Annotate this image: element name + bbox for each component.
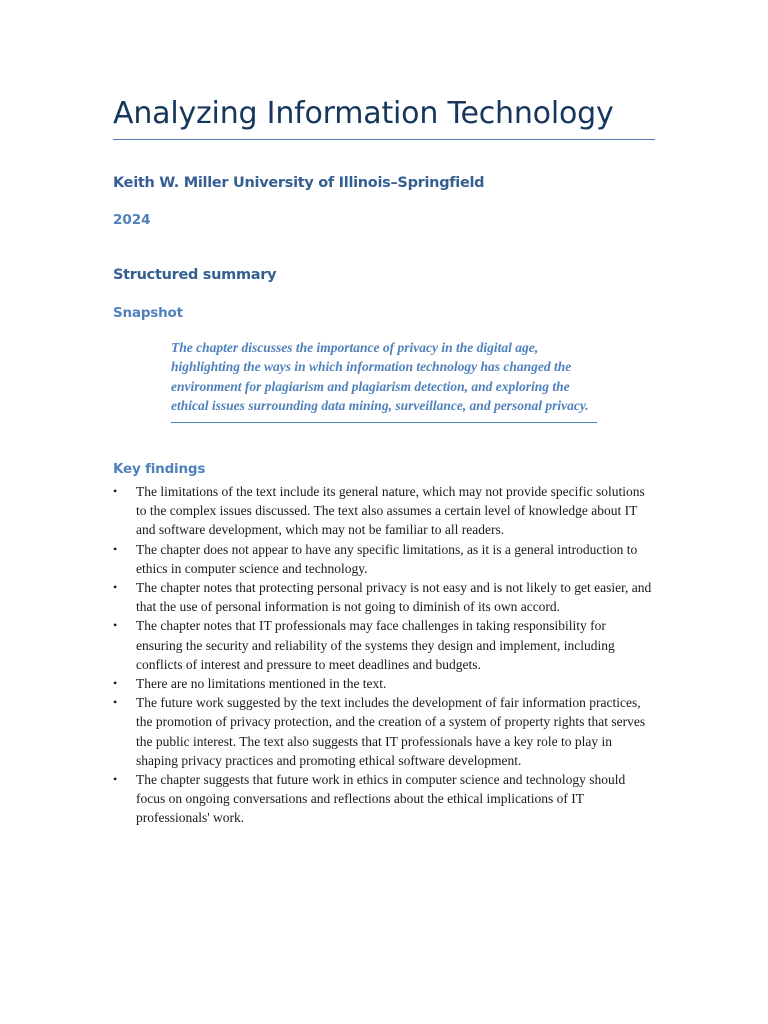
key-finding-text: The limitations of the text include its general nature, which may not provide specific solutions to the complex issues discussed. The text also assumes a certain level of knowledge about IT and software development, which may not be familiar to all readers. [136, 484, 645, 538]
key-findings-list [113, 482, 655, 828]
bullet-icon: • [113, 772, 118, 787]
bullet-icon: • [113, 484, 118, 498]
key-finding-text: There are no limitations mentioned in the text. [136, 676, 387, 692]
key-finding-item [113, 770, 655, 828]
bullet-icon: • [113, 541, 118, 556]
key-finding-text: The chapter notes that protecting personal privacy is not easy and is not likely to get easier, and that the use of personal information is not going to diminish of its own accord. [136, 580, 652, 615]
bullet-icon: • [113, 676, 118, 691]
title-divider [113, 139, 655, 140]
bullet-icon: • [113, 618, 118, 633]
author-line: Keith W. Miller University of Illinois–Springfield [113, 175, 485, 191]
key-finding-text: The chapter suggests that future work in ethics in computer science and technology should focus on ongoing conversations and reflections about the ethical implications of IT professionals' work. [136, 772, 626, 826]
key-finding-item [113, 540, 655, 578]
key-finding-item [113, 674, 655, 693]
key-finding-item [113, 482, 655, 540]
key-finding-text: The chapter does not appear to have any specific limitations, as it is a general introduction to ethics in computer science and technology. [136, 541, 638, 576]
snapshot-heading: Snapshot [113, 305, 183, 321]
key-finding-item [113, 693, 655, 770]
publication-year: 2024 [113, 212, 151, 228]
key-finding-text: The chapter notes that IT professionals may face challenges in taking responsibility for ensuring the security and reliability of the systems they design and implement, including conflicts of interest and pressure to meet deadlines and budgets. [136, 618, 615, 672]
key-finding-item [113, 578, 655, 616]
bullet-icon: • [113, 580, 118, 595]
key-finding-text: The future work suggested by the text includes the development of fair information practices, the promotion of privacy protection, and the creation of a system of property rights that serves the public interest. The text also suggests that IT professionals have a key role to play in shaping privacy practices and promoting ethical software development. [136, 695, 646, 768]
bullet-icon: • [113, 695, 118, 710]
key-finding-item [113, 616, 655, 674]
structured-summary-heading: Structured summary [113, 267, 277, 283]
key-findings-heading: Key findings [113, 461, 206, 477]
document-title: Analyzing Information Technology [113, 96, 614, 131]
snapshot-quote: The chapter discusses the importance of privacy in the digital age, highlighting the ways in which information technology has changed the environment for plagiarism and plagiarism detection, and exploring the ethical issues surrounding data mining, surveillance, and personal privacy. [171, 338, 597, 423]
